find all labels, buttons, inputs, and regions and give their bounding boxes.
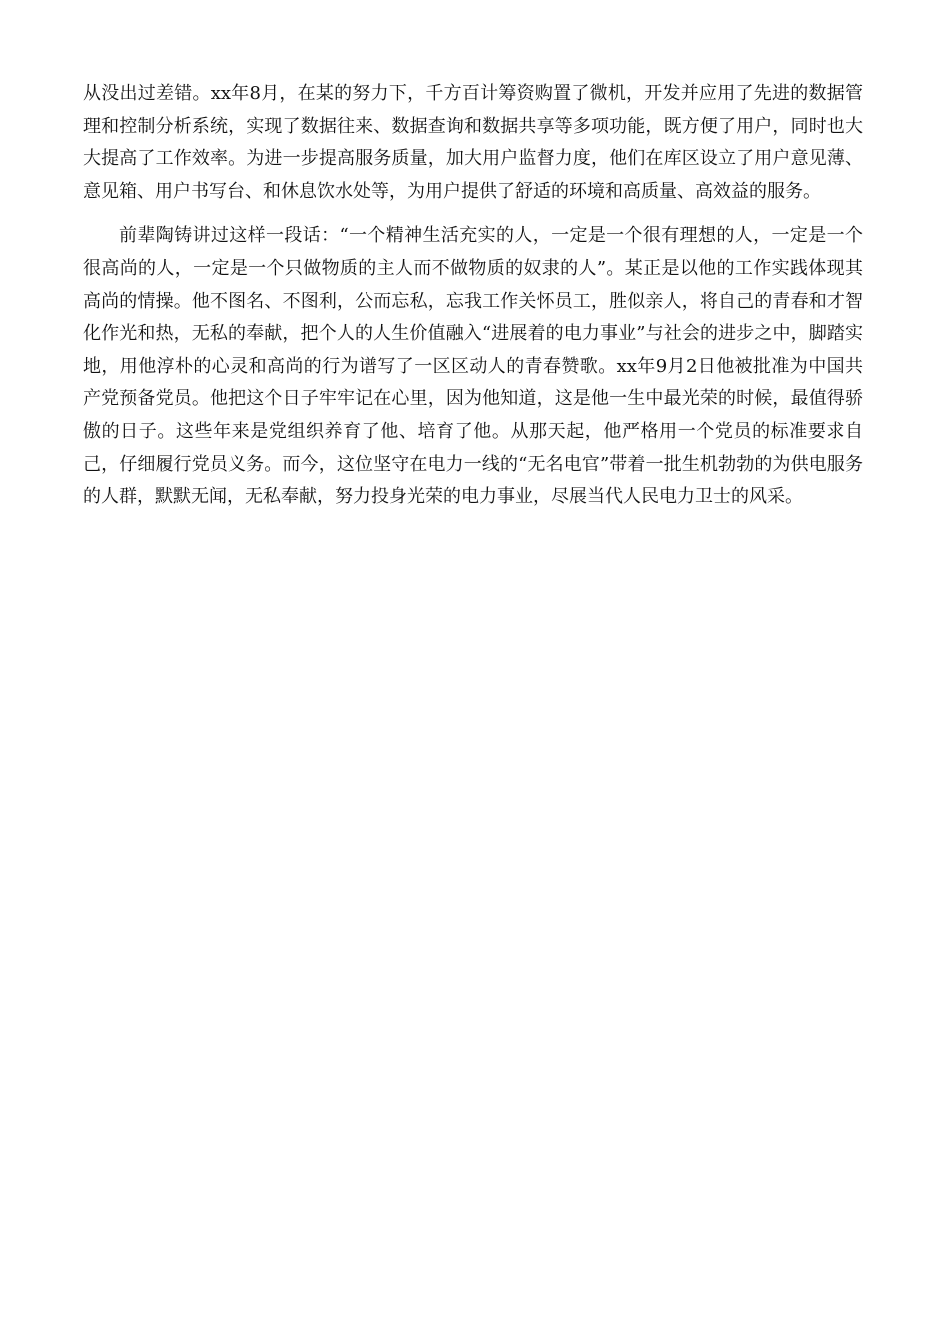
paragraph-1: 从没出过差错。xx年8月，在某的努力下，千方百计筹资购置了微机，开发并应用了先进的数据管理和控制分析系统，实现了数据往来、数据查询和数据共享等多项功能，既方便了用户，同时也大大提高了工作效率。为进一步提高服务质量，加大用户监督力度，他们在库区设立了用户意见薄、意见箱、用户书写台、和休息饮水处等，为用户提供了舒适的环境和高质量、高效益的服务。 (83, 83, 863, 202)
document-body (83, 78, 863, 526)
paragraph-2: 前辈陶铸讲过这样一段话：“一个精神生活充实的人，一定是一个很有理想的人，一定是一个很高尚的人，一定是一个只做物质的主人而不做物质的奴隶的人”。某正是以他的工作实践体现其高尚的情操。他不图名、不图利，公而忘私，忘我工作关怀员工，胜似亲人，将自己的青春和才智化作光和热，无私的奉献，把个人的人生价值融入“进展着的电力事业”与社会的进步之中，脚踏实地，用他淳朴的心灵和高尚的行为谱写了一区区动人的青春赞歌。xx年9月2日他被批准为中国共产党预备党员。他把这个日子牢牢记在心里，因为他知道，这是他一生中最光荣的时候，最值得骄傲的日子。这些年来是党组织养育了他、培育了他。从那天起，他严格用一个党员的标准要求自己，仔细履行党员义务。而今，这位坚守在电力一线的“无名电官”带着一批生机勃勃的为供电服务的人群，默默无闻，无私奉献，努力投身光荣的电力事业，尽展当代人民电力卫士的风采。 (83, 225, 863, 508)
